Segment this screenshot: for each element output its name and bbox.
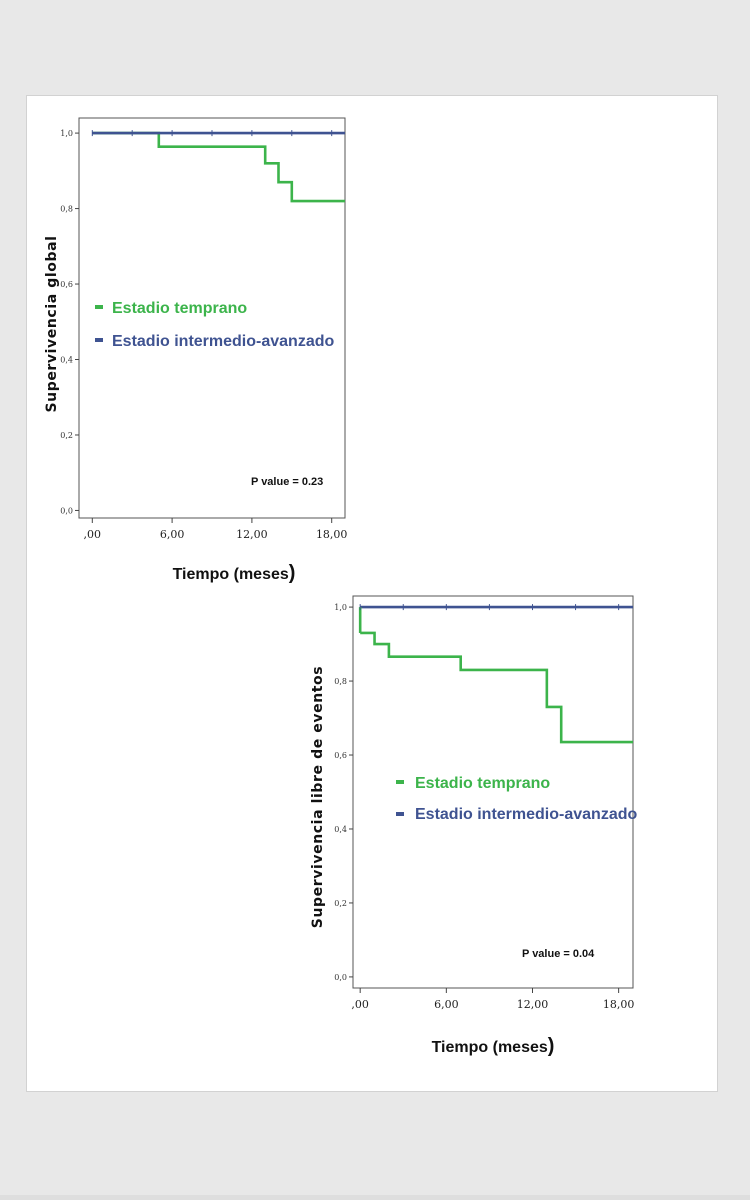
chart1-xtick-label: ,00 xyxy=(83,528,102,541)
chart1-plot-area xyxy=(79,118,345,518)
chart1-ytick-label: 0,4 xyxy=(60,355,73,365)
chart2-xtick-label: 12,00 xyxy=(516,998,549,1011)
chart1-ytick-label: 0,6 xyxy=(60,280,73,290)
chart1-ytick-label: 0,2 xyxy=(60,430,73,440)
chart2-ytick-label: 1,0 xyxy=(334,603,347,613)
chart1-ytick-label: 0,0 xyxy=(60,506,73,516)
chart2-xtick-label: 18,00 xyxy=(602,998,635,1011)
chart2-legend-early-label: Estadio temprano xyxy=(415,775,551,792)
chart2-xtick-label: 6,00 xyxy=(434,998,459,1011)
chart2-legend-early-swatch xyxy=(396,780,404,784)
chart-event-free-survival xyxy=(310,596,637,1057)
chart1-xtick-label: 6,00 xyxy=(159,528,185,541)
chart2-plot-area xyxy=(353,596,633,988)
chart2-ytick-label: 0,4 xyxy=(334,824,347,834)
chart1-ytick-label: 0,8 xyxy=(60,204,73,214)
chart1-legend-early-label: Estadio temprano xyxy=(112,300,248,317)
chart1-ytick-label: 1,0 xyxy=(60,129,73,139)
chart2-ytick-label: 0,2 xyxy=(334,898,347,908)
chart1-legend-early-swatch xyxy=(95,305,103,309)
chart2-ylabel: Supervivencia libre de eventos xyxy=(310,665,326,929)
chart2-ytick-label: 0,6 xyxy=(334,751,347,761)
chart1-xtick-label: 12,00 xyxy=(236,528,268,541)
chart2-ytick-label: 0,8 xyxy=(334,677,347,687)
chart-overall-survival xyxy=(44,118,347,584)
chart2-legend-advanced-label: Estadio intermedio-avanzado xyxy=(415,806,638,823)
chart2-xlabel: Tiempo (meses) xyxy=(431,1035,555,1057)
chart2-legend-advanced-swatch xyxy=(396,812,404,816)
chart1-legend-advanced-swatch xyxy=(95,338,103,342)
chart2-ytick-label: 0,0 xyxy=(334,972,347,982)
chart2-pvalue: P value = 0.04 xyxy=(522,948,595,960)
chart2-xtick-label: ,00 xyxy=(351,998,369,1011)
chart1-legend-advanced-label: Estadio intermedio-avanzado xyxy=(112,333,335,350)
chart1-ylabel: Supervivencia global xyxy=(44,235,60,413)
chart1-xtick-label: 18,00 xyxy=(315,528,348,541)
chart1-xlabel: Tiempo (meses) xyxy=(172,562,296,584)
chart1-pvalue: P value = 0.23 xyxy=(251,476,324,488)
